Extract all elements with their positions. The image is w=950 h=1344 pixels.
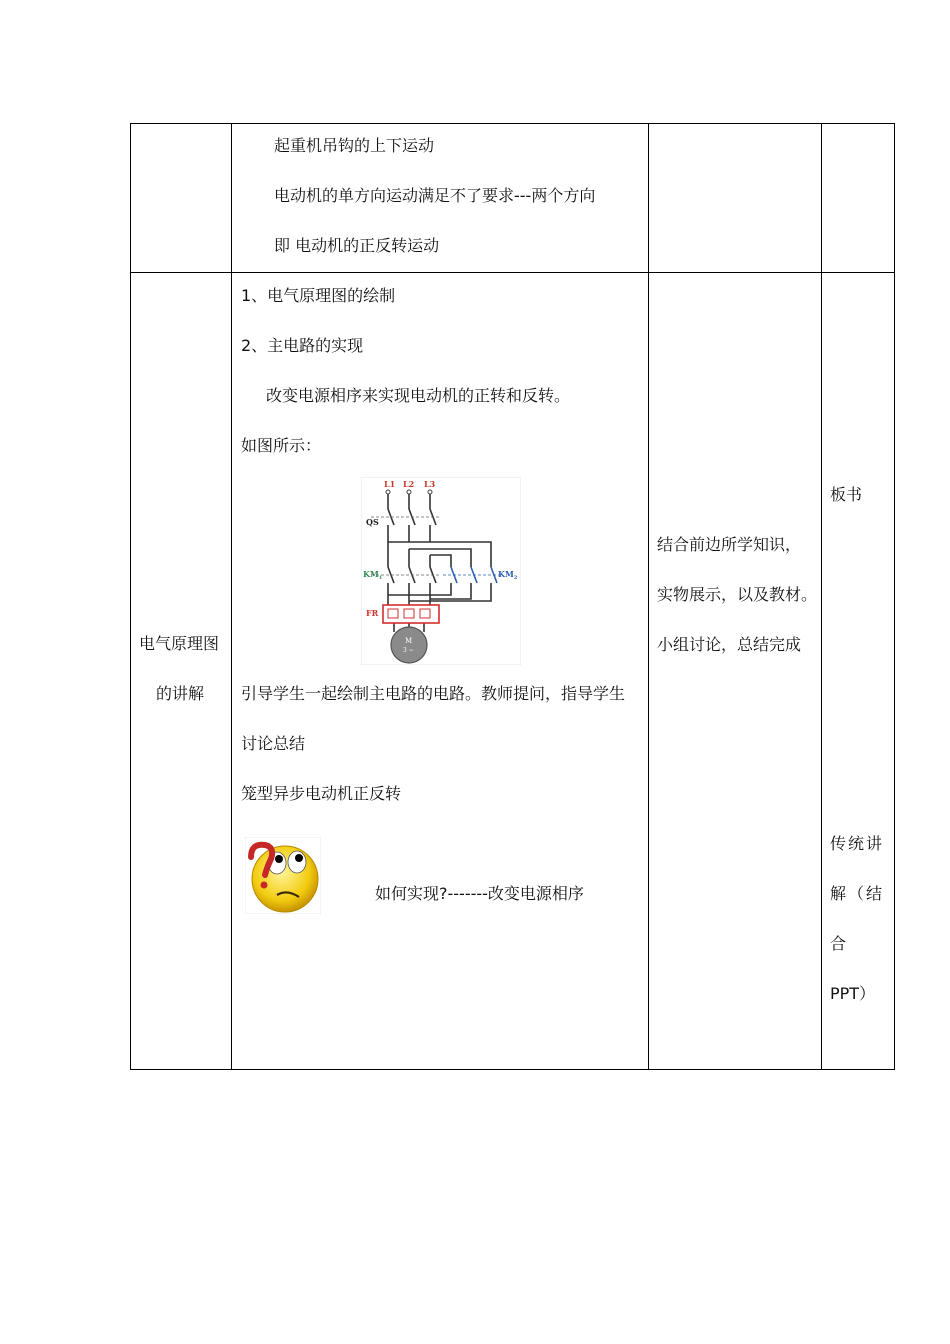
figure-intro: 如图所示： — [241, 436, 322, 455]
label-km2: $KM_2$ — [498, 569, 518, 581]
label-km1: $KM_1$ — [363, 569, 383, 581]
label-motor-3: 3 ~ — [403, 647, 414, 654]
question-text: 如何实现?-------改变电源相序 — [375, 884, 584, 903]
confused-face-question-icon — [245, 837, 321, 914]
label-l1: L1 — [384, 479, 396, 489]
motor-title: 笼型异步电动机正反转 — [241, 784, 402, 803]
item-drawing: 1、电气原理图的绘制 — [241, 286, 396, 305]
label-motor-m: M — [405, 637, 413, 645]
guide-line-1: 引导学生一起绘制主电路的电路。教师提问，指导学生 — [241, 684, 626, 703]
note-board: 板书 — [830, 485, 863, 504]
lesson-table — [130, 123, 895, 1070]
note-lecture-2: 解（结 — [830, 884, 885, 903]
method-line-3: 小组讨论，总结完成 — [657, 635, 802, 654]
column-divider — [231, 124, 232, 1069]
row1-line-3: 即 电动机的正反转运动 — [274, 236, 440, 255]
column-divider — [648, 124, 649, 1069]
row-divider — [131, 272, 894, 273]
item-main-circuit: 2、主电路的实现 — [241, 336, 364, 355]
column-divider — [821, 124, 822, 1069]
forward-reverse-circuit-diagram — [361, 477, 521, 665]
topic-line-2: 的讲解 — [156, 684, 205, 703]
label-l3: L3 — [424, 479, 436, 489]
topic-line-1: 电气原理图 — [139, 634, 220, 653]
label-l2: L2 — [403, 479, 415, 489]
note-lecture-3: 合 — [830, 934, 847, 953]
method-line-1: 结合前边所学知识， — [657, 535, 802, 554]
row1-line-2: 电动机的单方向运动满足不了要求---两个方向 — [274, 186, 596, 205]
guide-line-2: 讨论总结 — [241, 734, 306, 753]
label-fr: FR — [366, 608, 379, 618]
row1-line-1: 起重机吊钩的上下运动 — [274, 136, 435, 155]
method-line-2: 实物展示，以及教材。 — [657, 585, 818, 604]
note-lecture-1: 传统讲 — [830, 834, 885, 853]
note-lecture-4: PPT） — [830, 984, 876, 1003]
label-qs: QS — [366, 517, 379, 527]
phase-sequence-text: 改变电源相序来实现电动机的正转和反转。 — [266, 386, 571, 405]
